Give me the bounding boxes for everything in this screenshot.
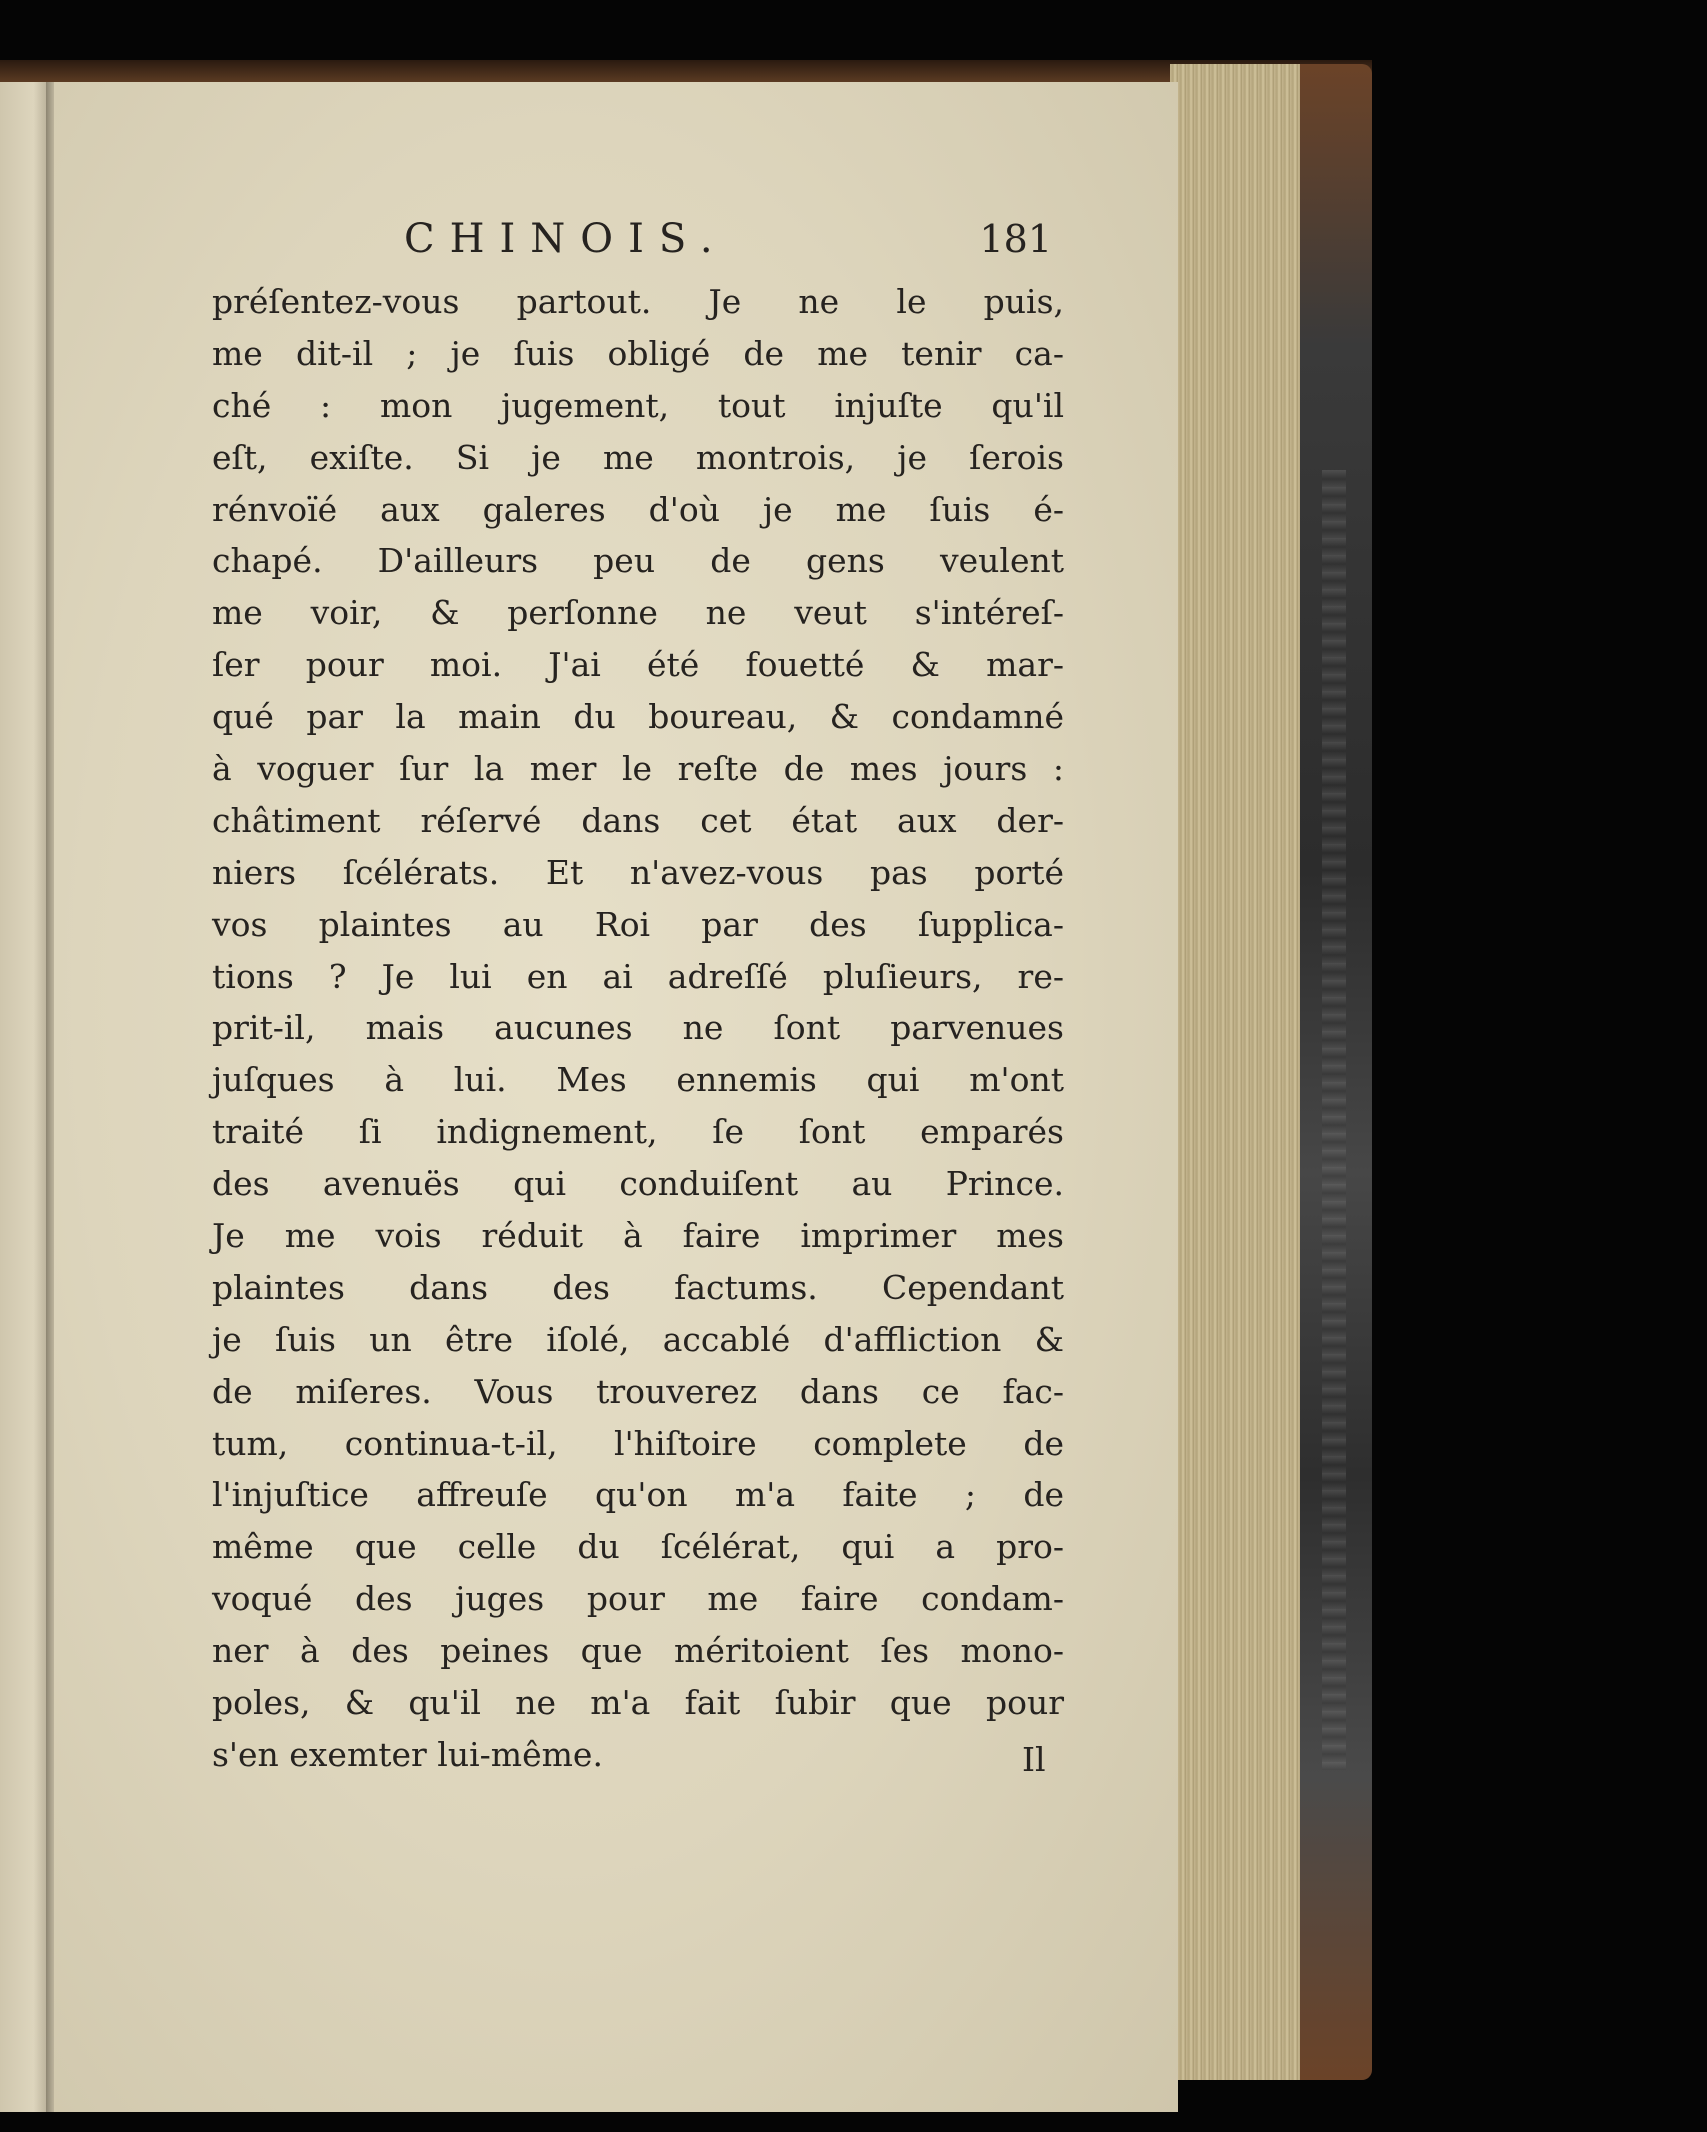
text-line: eſt, exiſte. Si je me montrois, je ſerois <box>212 437 1064 477</box>
text-line: niers ſcélérats. Et n'avez-vous pas porté <box>212 852 1064 892</box>
text-line: s'en exemter lui-même. <box>212 1734 603 1774</box>
text-line: juſques à lui. Mes ennemis qui m'ont <box>212 1060 1064 1100</box>
catchword: Il <box>1022 1740 1046 1779</box>
text-line: chapé. D'ailleurs peu de gens veulent <box>212 541 1064 581</box>
text-line: ché : mon jugement, tout injuſte qu'il <box>212 385 1064 425</box>
page-text-block <box>212 214 1064 1781</box>
text-line: ſer pour moi. J'ai été fouetté & mar- <box>212 645 1064 685</box>
page-edges <box>1170 64 1310 2080</box>
text-line: qué par la main du boureau, & condamné <box>212 697 1064 737</box>
text-line: châtiment réſervé dans cet état aux der- <box>212 800 1064 840</box>
text-line: rénvoïé aux galeres d'où je me ſuis é- <box>212 489 1064 529</box>
text-line: plaintes dans des factums. Cependant <box>212 1267 1064 1307</box>
text-line: prit-il, mais aucunes ne ſont parvenues <box>212 1008 1064 1048</box>
marbled-cover-pattern <box>1322 470 1346 1770</box>
text-line: des avenuës qui conduiſent au Prince. <box>212 1164 1064 1204</box>
text-line: Je me vois réduit à faire imprimer mes <box>212 1216 1064 1256</box>
text-line: vos plaintes au Roi par des ſupplica- <box>212 904 1064 944</box>
running-head-title: CHINOIS. <box>404 216 728 262</box>
body-text <box>212 276 1064 1781</box>
text-line: me dit-il ; je ſuis obligé de me tenir ca- <box>212 333 1064 373</box>
text-line: même que celle du ſcélérat, qui a pro- <box>212 1527 1064 1567</box>
text-line: l'injuſtice affreuſe qu'on m'a faite ; de <box>212 1475 1064 1515</box>
text-line: poles, & qu'il ne m'a fait ſubir que pour <box>212 1683 1064 1723</box>
text-line: ner à des peines que méritoient ſes mono- <box>212 1631 1064 1671</box>
text-line: voqué des juges pour me faire condam- <box>212 1579 1064 1619</box>
text-line: tum, continua-t-il, l'hiſtoire complete de <box>212 1423 1064 1463</box>
previous-page-strip <box>0 82 48 2112</box>
text-line: me voir, & perſonne ne veut s'intéreſ- <box>212 593 1064 633</box>
running-head <box>212 214 1064 276</box>
text-line: traité ſi indignement, ſe ſont emparés <box>212 1112 1064 1152</box>
text-line: tions ? Je lui en ai adreſſé pluſieurs, re- <box>212 956 1064 996</box>
text-line: de miſeres. Vous trouverez dans ce fac- <box>212 1371 1064 1411</box>
text-line: à voguer ſur la mer le reſte de mes jours : <box>212 749 1064 789</box>
page-number: 181 <box>979 217 1052 261</box>
text-line: je ſuis un être iſolé, accablé d'affliction & <box>212 1319 1064 1359</box>
text-line: préſentez-vous partout. Je ne le puis, <box>212 282 1064 321</box>
